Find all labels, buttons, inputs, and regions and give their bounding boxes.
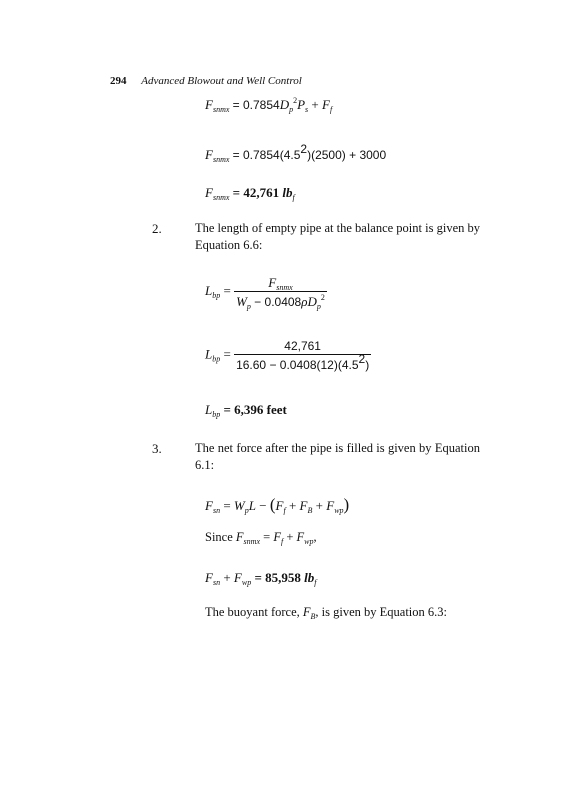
equation-fsn-formula: $F_{sn} = W_pL - (F_f + F_B + F_{wp})$ bbox=[205, 495, 350, 515]
step-number: 2. bbox=[152, 221, 162, 236]
page-header bbox=[110, 75, 302, 87]
equation-lbp-result: $L_{bp} = 6,396$ feet bbox=[205, 402, 287, 419]
equation-lbp-substitution: $L_{bp}$ = $\frac{42,761}{16.60 - 0.0408(12)(4.5^2)}$ bbox=[205, 339, 370, 372]
page-number: 294 bbox=[110, 75, 127, 87]
fraction: $\frac{F_{snmx}}{W_p - 0.0408\rho D_p^2}$ bbox=[236, 275, 325, 311]
step-text: The length of empty pipe at the balance point is given by Equation 6.6: bbox=[195, 221, 480, 252]
fraction: $\frac{42,761}{16.60 - 0.0408(12)(4.5^2)}$ bbox=[236, 339, 370, 372]
book-title: Advanced Blowout and Well Control bbox=[141, 75, 302, 87]
equation-fsnmx-formula: $F_{snmx} = 0.7854D_p^2P_s + F_f$ bbox=[205, 96, 333, 114]
since-line: Since $F_{snmx} = F_f + F_{wp}$, bbox=[205, 530, 317, 546]
equation-fsnmx-substitution: $F_{snmx} = 0.7854(4.5^2)(2500) + 3000$ bbox=[205, 142, 387, 164]
step-text: The net force after the pipe is filled is given by Equation 6.1: bbox=[195, 441, 480, 472]
equation-fsnmx-result: $F_{snmx} = 42,761$ $lb_f$ bbox=[205, 185, 295, 202]
equation-lbp-formula: $L_{bp}$ = $\frac{F_{snmx}}{W_p - 0.0408\rho D_p^2}$ bbox=[205, 275, 325, 311]
equation-fsn-result: $F_{sn} + F_{wp} = 85,958$ $lb_f$ bbox=[205, 570, 317, 587]
buoyant-force-sentence: The buoyant force, $F_B$, is given by Equation 6.3: bbox=[205, 605, 448, 621]
step-number: 3. bbox=[152, 441, 162, 456]
